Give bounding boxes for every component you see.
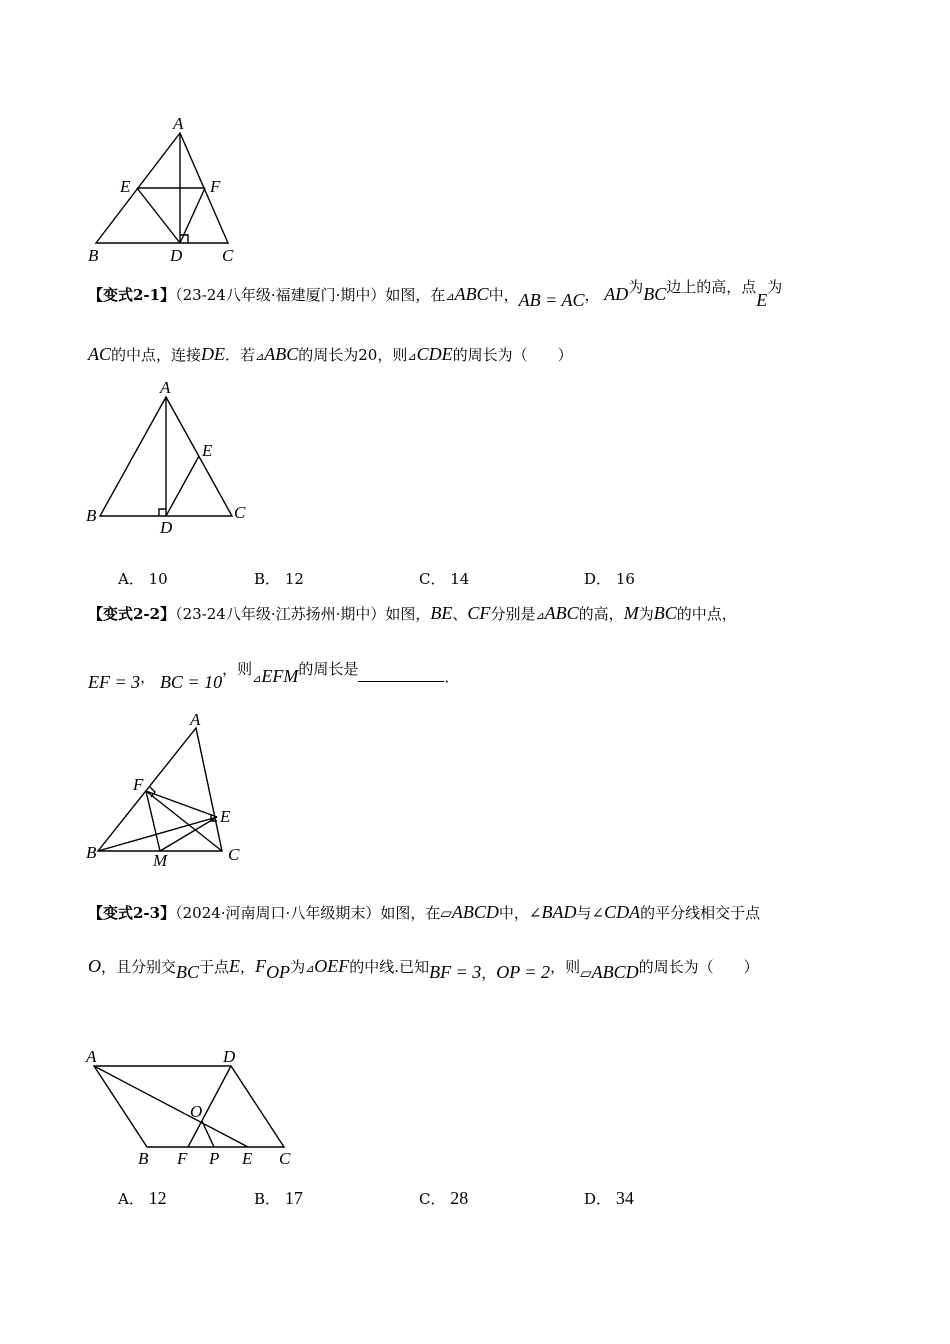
label-c: C: [228, 845, 240, 864]
segment-em: [160, 817, 217, 851]
figure-q1-triangle: [80, 372, 260, 542]
label-e: E: [202, 441, 213, 460]
q1-source: （23-24八年级·福建厦门·期中）: [175, 286, 386, 304]
segment-be: [98, 817, 217, 851]
q3-tag: 【变式2-3】: [88, 904, 176, 922]
right-angle-mark: [159, 509, 166, 516]
q3-option-d[interactable]: D． 34: [584, 1188, 634, 1208]
label-b: B: [86, 506, 97, 525]
figure-q3-parallelogram: [80, 1040, 310, 1175]
figure-triangle-aef: [80, 110, 260, 270]
segment-ed: [137, 188, 180, 243]
label-f: F: [210, 177, 221, 196]
q1-option-b[interactable]: B． 12: [254, 570, 304, 588]
label-d: D: [160, 518, 173, 537]
q1-option-d[interactable]: D． 16: [584, 570, 635, 588]
q2-tag: 【变式2-2】: [88, 605, 176, 623]
q2-line1: 【变式2-2】（23-24八年级·江苏扬州·期中）如图，BE、CF分别是⊿ABC的高，M为BC的中点，: [88, 603, 737, 623]
parallelogram-symbol: ▱: [440, 904, 452, 922]
q3-line2: O，且分别交BC于点E，FOP为⊿OEF的中线.已知BF = 3，OP = 2，则▱ABCD的周长为（ ）: [88, 956, 759, 982]
q3-source: （2024·河南周口·八年级期末）: [175, 904, 381, 922]
q1-option-c[interactable]: C． 14: [419, 570, 470, 588]
q3-option-b[interactable]: B． 17: [254, 1188, 303, 1208]
label-e: E: [242, 1149, 253, 1168]
q2-source: （23-24八年级·江苏扬州·期中）: [175, 605, 386, 623]
label-d: D: [170, 246, 183, 265]
label-a: A: [86, 1047, 97, 1066]
segment-op: [202, 1121, 214, 1147]
q3-line1: 【变式2-3】（2024·河南周口·八年级期末）如图，在▱ABCD中，∠BAD与∠CDA的平分线相交于点: [88, 902, 761, 922]
q2-line2: EF = 3， BC = 10，则⊿EFM的周长是 ．: [88, 660, 460, 692]
label-a: A: [173, 114, 184, 133]
answer-blank[interactable]: [358, 667, 444, 682]
label-d: D: [223, 1047, 236, 1066]
q1-line2: AC的中点，连接DE．若⊿ABC的周长为20，则⊿CDE的周长为（ ）: [88, 344, 573, 364]
parallelogram-outline: [94, 1066, 284, 1147]
label-c: C: [279, 1149, 291, 1168]
q3-option-a[interactable]: A． 12: [118, 1188, 167, 1208]
label-o: O: [190, 1102, 203, 1121]
label-e: E: [120, 177, 131, 196]
segment-de: [166, 456, 199, 516]
label-p: P: [209, 1149, 220, 1168]
label-b: B: [138, 1149, 149, 1168]
figure-q2-triangle: [80, 708, 260, 873]
label-c: C: [234, 503, 246, 522]
q1-line1: 【变式2-1】（23-24八年级·福建厦门·期中）如图，在⊿ABC中，AB = AC， AD为BC边上的高，点E为: [88, 278, 783, 310]
label-c: C: [222, 246, 234, 265]
segment-fe: [146, 791, 217, 817]
q1-option-a[interactable]: A． 10: [118, 570, 168, 588]
label-b: B: [88, 246, 99, 265]
label-f: F: [177, 1149, 188, 1168]
triangle-symbol: ⊿: [445, 290, 455, 303]
triangle-abc-outline: [98, 728, 222, 851]
label-a: A: [160, 378, 171, 397]
label-b: B: [86, 843, 97, 862]
q3-option-c[interactable]: C． 28: [419, 1188, 469, 1208]
label-e: E: [220, 807, 231, 826]
label-f: F: [133, 775, 144, 794]
label-m: M: [153, 851, 168, 870]
q1-tag: 【变式2-1】: [88, 286, 176, 304]
label-a: A: [190, 710, 201, 729]
